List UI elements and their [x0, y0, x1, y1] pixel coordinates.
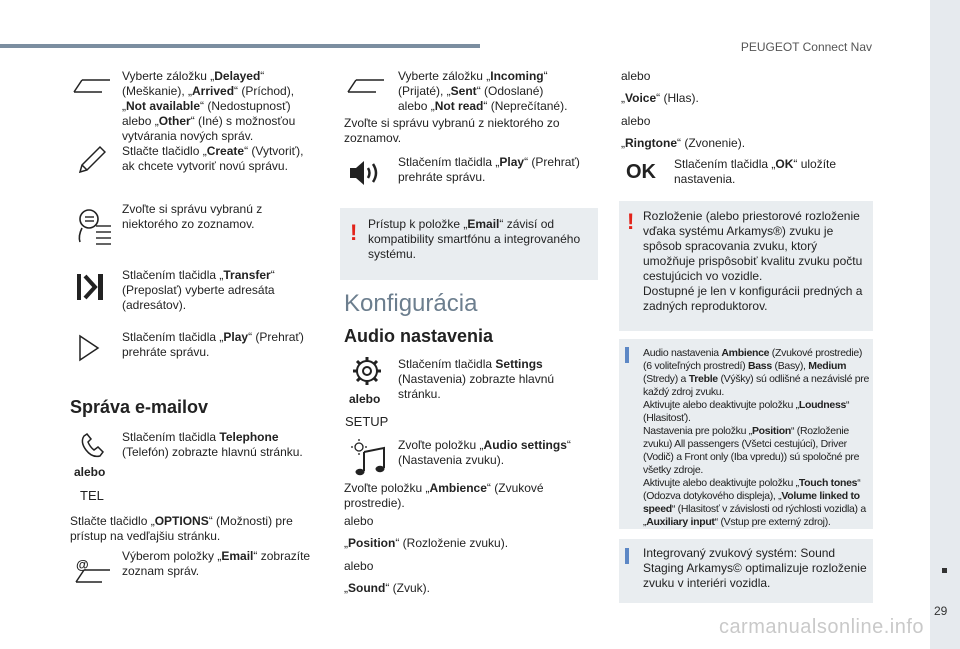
music-note-icon[interactable] — [350, 438, 386, 476]
page-header-title: PEUGEOT Connect Nav — [740, 40, 872, 54]
col2-warning-box — [340, 208, 598, 280]
col3-info-box-1 — [619, 339, 873, 529]
col2-p7: „Position“ (Rozloženie zvuku). — [344, 536, 509, 550]
col3-info-text-1: Audio nastavenia Ambience (Zvukové prostredie) (6 voliteľných prostredí) Bass (Basy), Medium (Stredy) a Treble (Výšky) sú odlišné a nezávislé pre každý zdroj zvuku. Aktivujte alebo deaktivujte položku „Loudness“ (Hlasitosť). Nastavenia pre položku „Position“ (Rozloženie zvuku) All passengers (Všetci cestujúci), Driver (Vodič) a Front only (Iba vpredu)) sú spoločné pre všetky zdroje. Aktivujte alebo deaktivujte položku „Touch tones“ (Odozva dotykového displeja), „Volume linked to speed“ (Hlasitosť v závislosti od rýchlosti vozidla) a „Auxiliary input“ (Vstup pre externý zdroj). — [643, 347, 870, 528]
envelope-icon-2 — [346, 78, 386, 94]
col1-p8: Výberom položky „Email“ zobrazíte zoznam správ. — [122, 549, 311, 578]
col2-p6: Zvoľte položku „Ambience“ (Zvukové prostredie). — [344, 481, 544, 510]
col1-p4: Stlačením tlačidla „Transfer“ (Preposlať) vyberte adresáta (adresátov). — [122, 268, 275, 312]
alebo-label: alebo — [74, 465, 106, 479]
col2-alebo-3: alebo — [344, 559, 374, 573]
play-icon[interactable] — [78, 334, 100, 362]
svg-text:@: @ — [76, 557, 89, 572]
warning-icon-2: ! — [627, 209, 635, 234]
col3-p3: Stlačením tlačidla „OK“ uložíte nastavenia. — [674, 157, 837, 186]
col3-info-box-2 — [619, 539, 873, 603]
section-email-title: Správa e-mailov — [70, 397, 209, 417]
col3-info-text-2: Integrovaný zvukový systém: Sound Staging Arkamys© optimalizuje rozloženie zvuku v interiéri vozidla. — [643, 546, 867, 590]
tel-label[interactable]: TEL — [80, 488, 104, 503]
col2-p2: Zvoľte si správu vybranú z niektorého zo zoznamov. — [344, 116, 560, 145]
col3-warning-box — [619, 201, 873, 331]
warning-icon: ! — [350, 220, 358, 245]
col2-p3: Stlačením tlačidla „Play“ (Prehrať) prehráte správu. — [398, 155, 580, 184]
col2-p1: Vyberte záložku „Incoming“ (Prijaté), „Sent“ (Odoslané) alebo „Not read“ (Neprečítané). — [398, 69, 568, 113]
header-rule — [0, 44, 480, 48]
col2-warning-text: Prístup k položke „Email“ závisí od kompatibility smartfónu a integrovaného systému. — [368, 217, 581, 261]
transfer-icon — [76, 272, 104, 302]
col3-p2: „Ringtone“ (Zvonenie). — [621, 136, 746, 150]
email-icon[interactable] — [72, 556, 112, 586]
section-config-title: Konfigurácia — [344, 290, 478, 317]
col1-p1: Vyberte záložku „Delayed“ (Meškanie), „Arrived“ (Príchod), „Not available“ (Nedostupnosť) alebo „Other“ (Iné) s možnosťou vytvárania nových správ. — [122, 69, 296, 143]
info-icon-2 — [625, 548, 629, 564]
col2-p5: Zvoľte položku „Audio settings“ (Nastavenia zvuku). — [398, 438, 571, 467]
ok-button-icon[interactable]: OK — [626, 161, 656, 183]
col1-p7: Stlačte tlačidlo „OPTIONS“ (Možnosti) pre prístup na vedľajšiu stránku. — [70, 514, 293, 543]
col2-p8: „Sound“ (Zvuk). — [344, 581, 430, 595]
info-icon — [625, 347, 629, 363]
phone-icon[interactable] — [78, 432, 106, 460]
page-number: 29 — [934, 604, 948, 618]
col1-p2: Stlačte tlačidlo „Create“ (Vytvoriť), ak chcete vytvoriť novú správu. — [122, 144, 304, 173]
col1-p3: Zvoľte si správu vybranú z niektorého zo zoznamov. — [122, 202, 263, 231]
col3-p1: „Voice“ (Hlas). — [621, 91, 699, 105]
col1-p5: Stlačením tlačidla „Play“ (Prehrať) prehráte správu. — [122, 330, 304, 359]
watermark: carmanualsonline.info — [718, 616, 924, 638]
alebo-label-2: alebo — [349, 392, 381, 406]
col3-warning-text: Rozloženie (alebo priestorové rozloženie vďaka systému Arkamys®) zvuku je spôsob spracovania zvuku, ktorý umožňuje prispôsobiť kvalitu zvuku počtu cestujúcich vo vozidle. Dostupné je len v konfigurácii predných a zadných reproduktorov. — [643, 209, 863, 313]
col1-p6: Stlačením tlačidla Telephone (Telefón) zobrazte hlavnú stránku. — [122, 430, 303, 459]
speaker-icon[interactable] — [348, 158, 382, 188]
col3-alebo-2: alebo — [621, 114, 651, 128]
section-audio-title: Audio nastavenia — [344, 326, 494, 346]
contact-list-icon — [74, 206, 112, 246]
sidebar-marker — [942, 568, 947, 573]
pencil-icon — [76, 144, 106, 176]
col2-p4: Stlačením tlačidla Settings (Nastavenia) zobrazte hlavnú stránku. — [398, 357, 555, 401]
col3-alebo-1: alebo — [621, 69, 651, 83]
page-sidebar — [930, 0, 960, 649]
gear-icon[interactable] — [352, 356, 382, 386]
envelope-icon — [72, 78, 112, 94]
setup-label[interactable]: SETUP — [345, 414, 389, 429]
col2-alebo-2: alebo — [344, 514, 374, 528]
